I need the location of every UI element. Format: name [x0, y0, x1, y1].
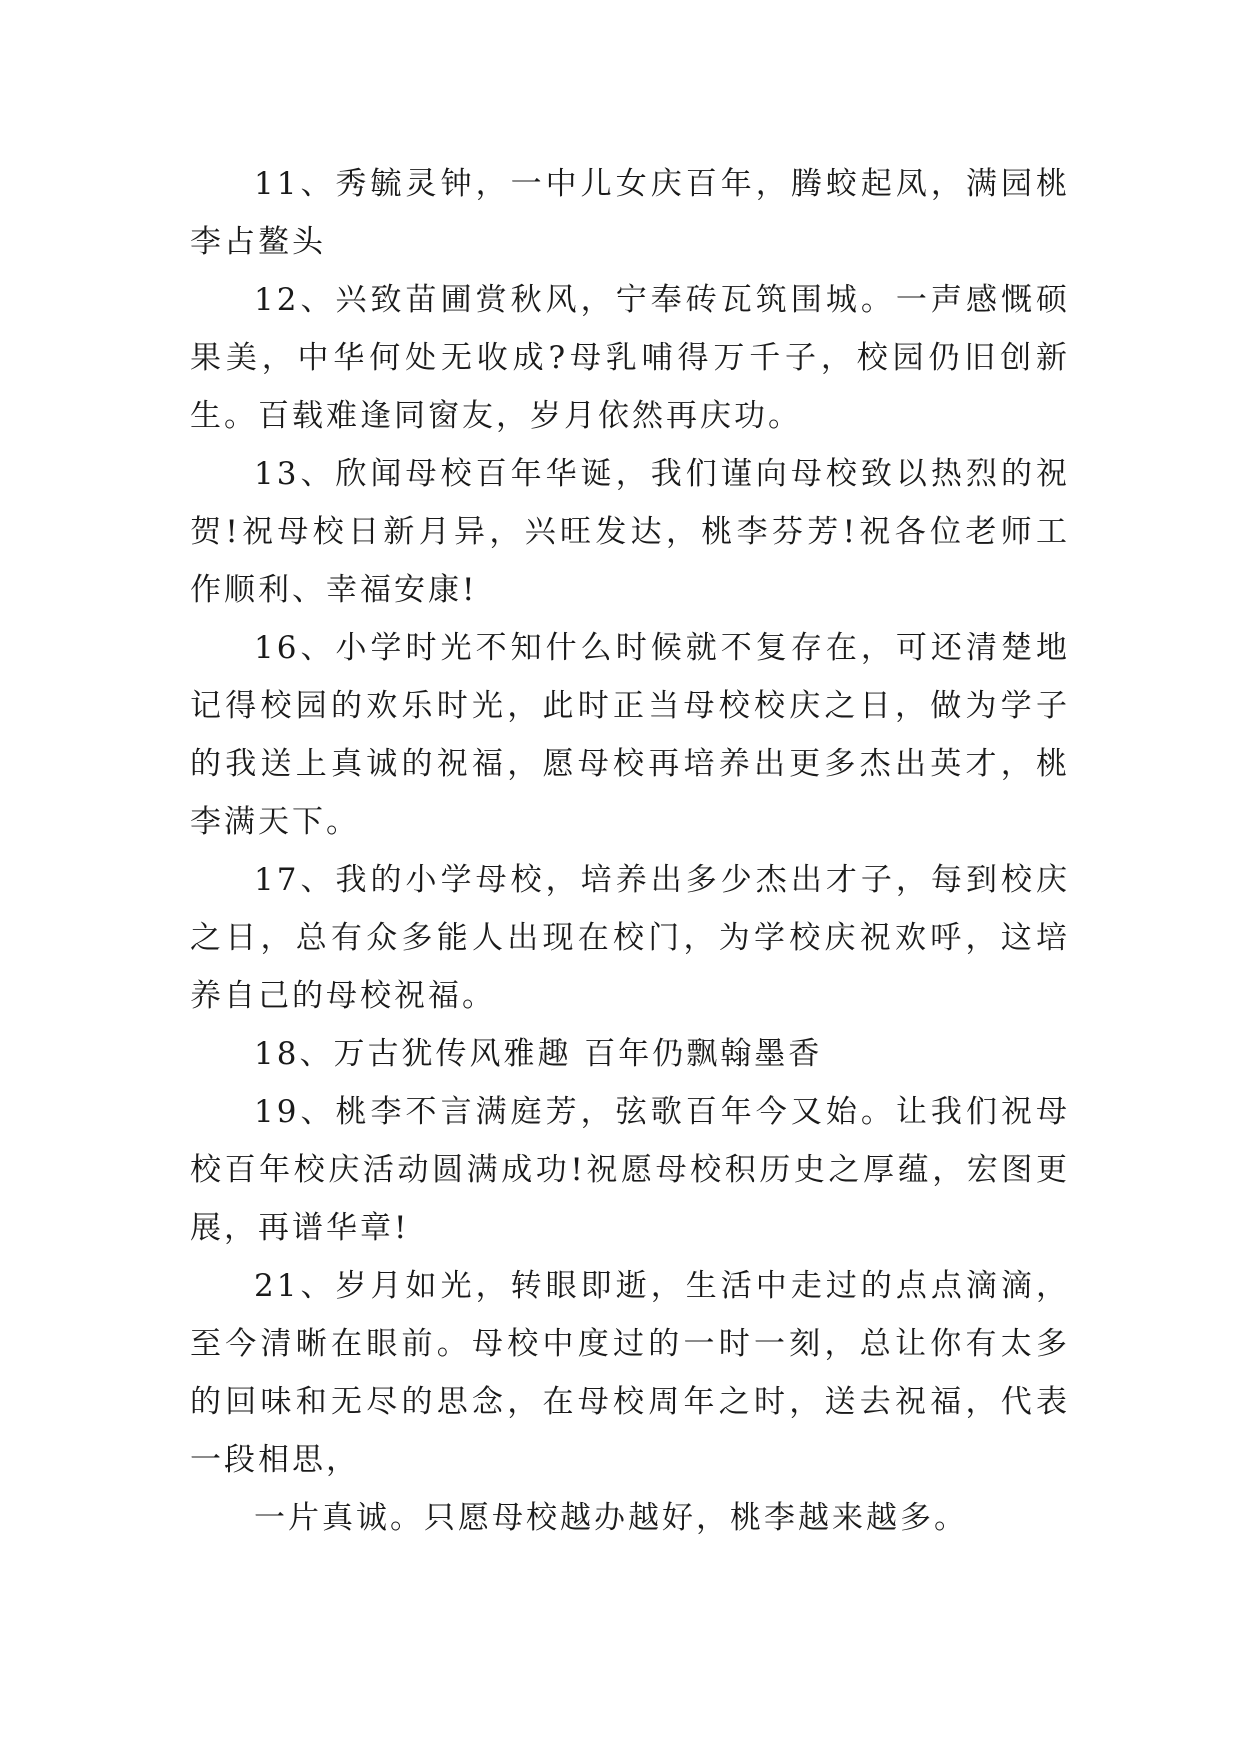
paragraph-12: 12、兴致苗圃赏秋风，宁奉砖瓦筑围城。一声感慨硕果美，中华何处无收成?母乳哺得万千子，校园仍旧创新生。百载难逢同窗友，岁月依然再庆功。 — [190, 282, 1070, 434]
document-body — [190, 155, 1070, 1547]
paragraph-21-continued: 一片真诚。只愿母校越办越好，桃李越来越多。 — [254, 1500, 968, 1536]
paragraph-18: 18、万古犹传风雅趣 百年仍飘翰墨香 — [254, 1036, 823, 1072]
paragraph-13: 13、欣闻母校百年华诞，我们谨向母校致以热烈的祝贺!祝母校日新月异，兴旺发达，桃李芬芳!祝各位老师工作顺利、幸福安康! — [190, 456, 1070, 608]
paragraph-16: 16、小学时光不知什么时候就不复存在，可还清楚地记得校园的欢乐时光，此时正当母校校庆之日，做为学子的我送上真诚的祝福，愿母校再培养出更多杰出英才，桃李满天下。 — [190, 630, 1070, 840]
paragraph-11: 11、秀毓灵钟，一中儿女庆百年，腾蛟起凤，满园桃李占鳌头 — [190, 166, 1070, 260]
paragraph-21: 21、岁月如光，转眼即逝，生活中走过的点点滴滴，至今清晰在眼前。母校中度过的一时一刻，总让你有太多的回味和无尽的思念，在母校周年之时，送去祝福，代表一段相思， — [190, 1268, 1070, 1478]
paragraph-19: 19、桃李不言满庭芳，弦歌百年今又始。让我们祝母校百年校庆活动圆满成功!祝愿母校积历史之厚蕴，宏图更展，再谱华章! — [190, 1094, 1070, 1246]
paragraph-17: 17、我的小学母校，培养出多少杰出才子，每到校庆之日，总有众多能人出现在校门，为学校庆祝欢呼，这培养自己的母校祝福。 — [190, 862, 1070, 1014]
